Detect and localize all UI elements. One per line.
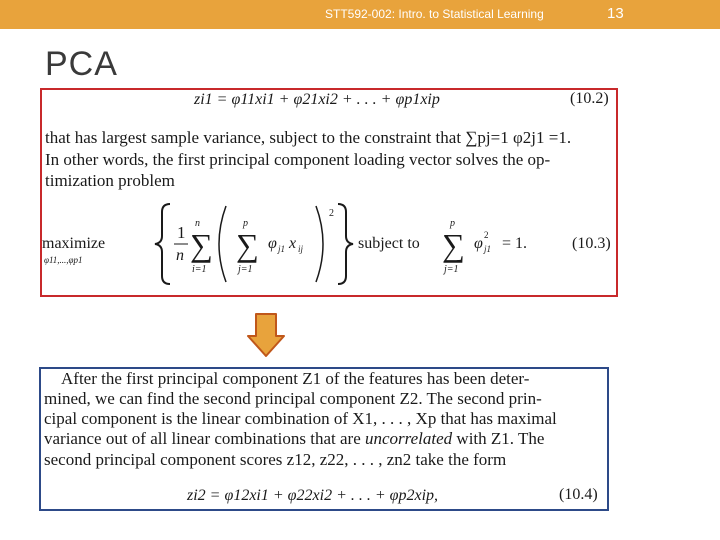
objective-expression — [42, 198, 362, 290]
svg-text:n: n — [176, 247, 184, 264]
text-line: In other words, the first principal component loading vector solves the op- — [45, 150, 551, 169]
text-line: After the first principal component Z1 of the features has been deter- — [61, 369, 530, 388]
page-number: 13 — [607, 5, 624, 22]
maximize-label: maximize — [42, 235, 106, 252]
svg-text:φ: φ — [268, 235, 277, 252]
equation-10-3-number: (10.3) — [572, 235, 611, 252]
first-pc-excerpt — [40, 88, 618, 297]
svg-text:ij: ij — [298, 244, 304, 254]
text-line: cipal component is the linear combination of X1, . . . , Xp that has maximal — [44, 409, 557, 428]
svg-text:p: p — [243, 218, 248, 229]
text-segment: variance out of all linear combinations that are — [44, 429, 365, 448]
svg-text:i=1: i=1 — [192, 264, 207, 275]
svg-text:∑: ∑ — [190, 227, 213, 263]
svg-text:2: 2 — [329, 208, 334, 219]
text-line: mined, we can find the second principal component Z2. The second prin- — [44, 389, 542, 408]
svg-text:φ: φ — [474, 235, 483, 252]
text-line: second principal component scores z12, z22, . . . , zn2 take the form — [44, 450, 507, 469]
svg-text:∑: ∑ — [442, 227, 465, 263]
maximize-subscript: φ11,...,φp1 — [44, 255, 83, 265]
text-line: timization problem — [45, 171, 175, 190]
text-line — [44, 429, 544, 449]
svg-text:2: 2 — [484, 230, 489, 240]
course-title: STT592-002: Intro. to Statistical Learning — [325, 7, 544, 21]
subject-to-label: subject to — [358, 235, 420, 252]
text-segment: with Z1. The — [452, 429, 545, 448]
svg-text:j1: j1 — [484, 244, 492, 254]
slide-title: PCA — [45, 45, 118, 83]
equation-10-4: zi2 = φ12xi1 + φ22xi2 + . . . + φp2xip, — [187, 487, 439, 504]
optimization-formula — [42, 198, 611, 288]
svg-text:j=1: j=1 — [444, 264, 459, 275]
svg-text:j=1: j=1 — [238, 264, 253, 275]
second-pc-excerpt — [39, 367, 609, 511]
svg-text:n: n — [195, 218, 200, 229]
text-line: that has largest sample variance, subject to the constraint that ∑pj=1 φ2j1 =1. — [45, 128, 572, 147]
svg-text:1: 1 — [177, 223, 186, 242]
svg-text:∑: ∑ — [236, 227, 259, 263]
svg-text:x: x — [289, 235, 297, 252]
svg-text:p: p — [450, 218, 455, 229]
emphasis-text: uncorrelated — [364, 429, 453, 448]
constraint-expression — [438, 198, 548, 290]
equation-10-2: zi1 = φ11xi1 + φ21xi2 + . . . + φp1xip — [194, 91, 440, 108]
svg-text:= 1.: = 1. — [502, 235, 528, 252]
down-arrow-icon — [246, 312, 286, 358]
equation-10-2-number: (10.2) — [570, 90, 609, 107]
equation-10-4-number: (10.4) — [559, 486, 598, 503]
svg-text:j1: j1 — [278, 244, 286, 254]
